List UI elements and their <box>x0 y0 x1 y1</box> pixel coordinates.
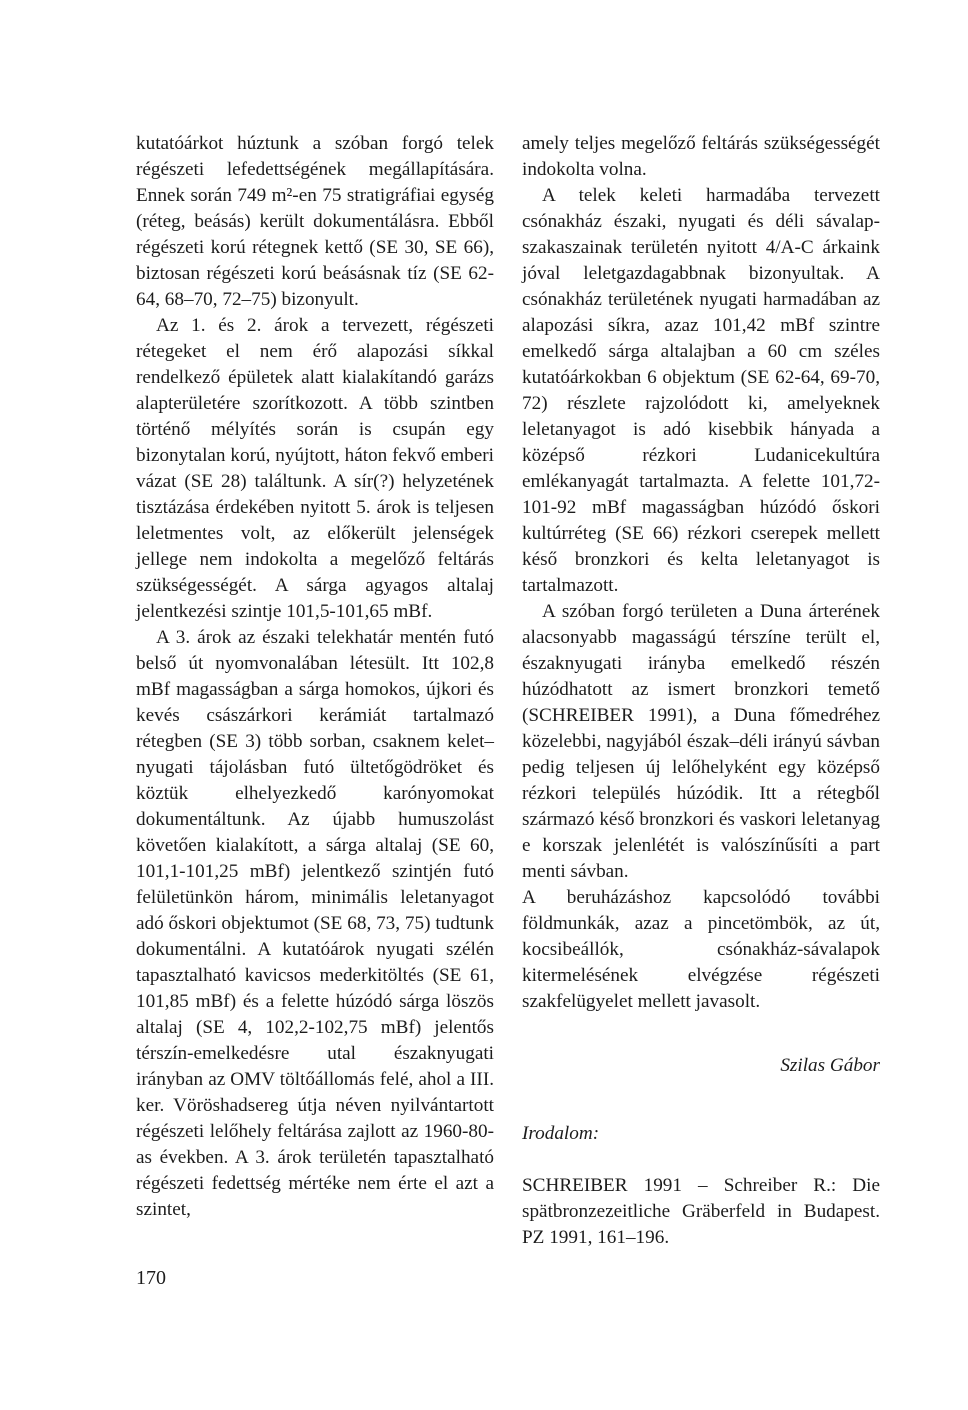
body-paragraph: A 3. árok az északi telekhatár mentén futó belső út nyomvonalában létesült. Itt 102,8 mBf magasságban a sárga homokos, újkori és kevés császárkori kerámiát tartalmazó rétegben (SE 3) több sorban, csaknem kelet–nyugati tájolásban futó ültetőgödröket és köztük elhelyezkedő karónyomokat dokumentáltunk. Az újabb humuszolást követően kialakított, a sárga altalaj (SE 60, 101,1-101,25 mBf) jelentkező szintjén futó felületünkön három, minimális leletanyagot adó őskori objektumot (SE 68, 73, 75) tudtunk dokumentálni. A kutatóárok nyugati szélén tapasztalható kavicsos mederkitöltés (SE 61, 101,85 mBf) és a felette húzódó sárga löszös altalaj (SE 4, 102,2-102,75 mBf) jelentős térszín-emelkedésre utal északnyugati irányban az OMV töltőállomás felé, ahol a III. ker. Vöröshadsereg útja néven nyilvántartott régészeti lelőhely feltárása zajlott az 1960-80-as években. A 3. árok területén tapasztalható régészeti fedettség mértéke nem érte el azt a szintet, <box>136 627 494 1220</box>
left-column <box>136 131 494 1223</box>
literature-entry: SCHREIBER 1991 – Schreiber R.: Die spätbronzezeitliche Gräberfeld in Budapest. PZ 1991, 161–196. <box>522 1175 880 1248</box>
page-number: 170 <box>136 1267 166 1289</box>
body-paragraph: A beruházáshoz kapcsolódó további földmunkák, azaz a pincetömbök, az út, kocsibeállók, csónakház-sávalapok kitermelésének elvégzése régészeti szakfelügyelet mellett javasolt. <box>522 887 880 1012</box>
right-column <box>522 131 880 1251</box>
body-paragraph: kutatóárkot húztunk a szóban forgó telek régészeti lefedettségének megállapítására. Ennek során 749 m²-en 75 stratigráfiai egység (réteg, beásás) került dokumentálásra. Ebből régészeti korú rétegnek kettő (SE 30, SE 66), biztosan régészeti korú beásásnak tíz (SE 62-64, 68–70, 72–75) bizonyult. <box>136 133 494 310</box>
literature-heading: Irodalom: <box>522 1123 600 1144</box>
body-paragraph: A szóban forgó területen a Duna árterének alacsonyabb magasságú térszíne terült el, északnyugati irányba emelkedő részén húzódhatott az ismert bronzkori temető (SCHREIBER 1991), a Duna főmedréhez közelebbi, nagyjából észak–déli irányú sávban pedig teljesen új lelőhelyként egy középső rézkori település húzódik. Itt a rétegből származó késő bronzkori és vaskori leletanyag e korszak jelenlétét is valószínűsíti a part menti sávban. <box>522 601 880 882</box>
body-paragraph: Az 1. és 2. árok a tervezett, régészeti rétegeket el nem érő alapozási síkkal rendelkező épületek alatt kialakítandó garázs alapterületére szorítkozott. A több szintben történő mélyítés során is csupán egy bizonytalan korú, nyújtott, háton fekvő emberi vázat (SE 28) találtunk. A sír(?) helyzetének tisztázása érdekében nyitott 5. árok is teljesen leletmentes volt, az előkerült jelenségek jellege nem indokolta a megelőző feltárás szükségességét. A sárga agyagos altalaj jelentkezési szintje 101,5-101,65 mBf. <box>136 315 494 622</box>
author-signature: Szilas Gábor <box>780 1055 880 1076</box>
body-paragraph: A telek keleti harmadába tervezett csónakház északi, nyugati és déli sávalap-szakaszainak területén nyitott 4/A-C árkaink jóval leletgazdagabbnak bizonyultak. A csónakház területének nyugati harmadában az alapozási síkra, azaz 101,42 mBf szintre emelkedő sárga altalajban a 60 cm széles kutatóárkokban 6 objektum (SE 62-64, 69-70, 72) részlete rajzolódott ki, amelyeknek leletanyagot is adó kisebbik hányada a középső rézkori Ludanicekultúra emlékanyagát tartalmazta. A felette 101,72-101-92 mBf magasságban húzódó őskori kultúrréteg (SE 66) rézkori cserepek mellett késő bronzkori és kelta leletanyagot is tartalmazott. <box>522 185 880 596</box>
body-paragraph: amely teljes megelőző feltárás szükségességét indokolta volna. <box>522 133 880 180</box>
